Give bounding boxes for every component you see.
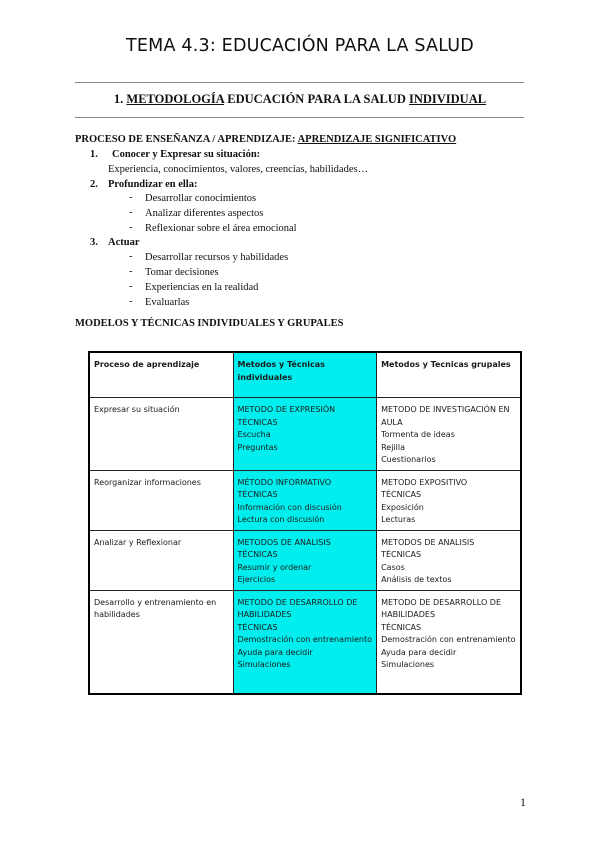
cell-line: Ayuda para decidir bbox=[237, 647, 313, 657]
list-item: Desarrollar recursos y habilidades bbox=[145, 252, 289, 263]
cell-line: Analizar y Reflexionar bbox=[94, 537, 182, 547]
list-item: Tomar decisiones bbox=[145, 267, 219, 278]
table-cell bbox=[89, 470, 233, 530]
divider-bottom bbox=[75, 117, 524, 118]
list-item: Analizar diferentes aspectos bbox=[145, 208, 264, 219]
cell-line: TÉCNICAS bbox=[237, 417, 278, 427]
cell-line: METODO EXPOSITIVO bbox=[381, 477, 468, 487]
cell-line: Cuestionarios bbox=[381, 455, 436, 464]
proceso-heading-underlined: APRENDIZAJE SIGNIFICATIVO bbox=[297, 134, 457, 145]
cell-line: Simulaciones bbox=[237, 660, 291, 669]
cell-line: Resumir y ordenar bbox=[237, 562, 312, 572]
cell-line: Escucha bbox=[237, 430, 271, 439]
bullet-dash: - bbox=[129, 207, 133, 218]
table-cell bbox=[377, 470, 521, 530]
item-1-detail: Experiencia, conocimientos, valores, creencias, habilidades… bbox=[108, 164, 369, 175]
cell-line: Casos bbox=[381, 562, 405, 572]
cell-line: METODO DE INVESTIGACIÓN EN AULA bbox=[381, 405, 510, 427]
modelos-heading: MODELOS Y TÉCNICAS INDIVIDUALES Y GRUPALES bbox=[75, 318, 344, 329]
cell-line: Información con discusión bbox=[237, 502, 342, 512]
column-header: Metodos y Técnicas individuales bbox=[233, 352, 377, 398]
table-cell bbox=[233, 530, 377, 590]
list-item: Reflexionar sobre el área emocional bbox=[145, 223, 297, 234]
list-item: Desarrollar conocimientos bbox=[145, 193, 257, 204]
divider-top bbox=[75, 82, 524, 83]
cell-line: Demostración con entrenamiento bbox=[237, 635, 373, 644]
column-header: Proceso de aprendizaje bbox=[89, 352, 233, 398]
table-row bbox=[89, 530, 521, 590]
cell-line: Ayuda para decidir bbox=[381, 647, 457, 657]
proceso-heading-prefix: PROCESO DE ENSEÑANZA / APRENDIZAJE: bbox=[75, 134, 296, 145]
table-header-row bbox=[89, 352, 521, 398]
cell-line: Desarrollo y entrenamiento en habilidades bbox=[94, 597, 217, 619]
item-3-number: 3. bbox=[90, 237, 98, 248]
table-cell bbox=[233, 398, 377, 471]
table-cell bbox=[89, 530, 233, 590]
table-cell bbox=[377, 590, 521, 694]
bullet-dash: - bbox=[129, 192, 133, 203]
cell-line: Reorganizar informaciones bbox=[94, 477, 201, 487]
cell-line: Exposición bbox=[381, 502, 424, 512]
cell-line: Rejilla bbox=[381, 442, 406, 452]
item-3-label: Actuar bbox=[108, 237, 140, 248]
bullet-dash: - bbox=[129, 222, 133, 233]
page-title: TEMA 4.3: EDUCACIÓN PARA LA SALUD bbox=[126, 36, 474, 56]
bullet-dash: - bbox=[129, 296, 133, 307]
bullet-dash: - bbox=[129, 281, 133, 292]
cell-line: METODOS DE ANALISIS bbox=[237, 537, 331, 547]
proceso-heading bbox=[75, 134, 456, 145]
cell-line: TÉCNICAS bbox=[237, 550, 278, 559]
cell-line: MÉTODO INFORMATIVO bbox=[237, 477, 332, 487]
column-header: Metodos y Tecnicas grupales bbox=[377, 352, 521, 398]
table-cell bbox=[89, 398, 233, 471]
methods-table bbox=[88, 351, 522, 695]
table-cell bbox=[377, 398, 521, 471]
bullet-dash: - bbox=[129, 251, 133, 262]
table-cell bbox=[233, 470, 377, 530]
section-word-metodologia: METODOLOGÍA bbox=[126, 92, 225, 106]
cell-line: Tormenta de ideas bbox=[381, 430, 455, 439]
list-item: Experiencias en la realidad bbox=[145, 282, 259, 293]
cell-line: METODOS DE ANALISIS bbox=[381, 537, 475, 547]
cell-line: Simulaciones bbox=[381, 660, 435, 669]
table-cell bbox=[377, 530, 521, 590]
section-number: 1. bbox=[113, 92, 124, 106]
cell-line: METODO DE DESARROLLO DE HABILIDADES bbox=[237, 597, 358, 619]
item-2-number: 2. bbox=[90, 179, 98, 190]
cell-line: TÉCNICAS bbox=[237, 622, 278, 632]
table-row bbox=[89, 470, 521, 530]
cell-line: Preguntas bbox=[237, 442, 278, 452]
section-heading bbox=[0, 92, 600, 107]
list-item: Evaluarlas bbox=[145, 297, 190, 308]
item-2-label: Profundizar en ella: bbox=[108, 179, 198, 190]
table-cell bbox=[233, 590, 377, 694]
table-row bbox=[89, 590, 521, 694]
cell-line: TÉCNICAS bbox=[381, 622, 422, 632]
cell-line: Lecturas bbox=[381, 515, 416, 524]
bullet-dash: - bbox=[129, 266, 133, 277]
section-middle: EDUCACIÓN PARA LA SALUD bbox=[227, 92, 406, 106]
cell-line: Ejercicios bbox=[237, 575, 276, 584]
cell-line: Análisis de textos bbox=[381, 575, 452, 584]
cell-line: Expresar su situación bbox=[94, 405, 180, 414]
cell-line: METODO DE DESARROLLO DE HABILIDADES bbox=[381, 597, 502, 619]
section-word-individual: INDIVIDUAL bbox=[408, 92, 487, 106]
cell-line: Lectura con discusión bbox=[237, 515, 325, 524]
item-1-number: 1. bbox=[90, 149, 98, 160]
table-row bbox=[89, 398, 521, 471]
cell-line: TÉCNICAS bbox=[237, 490, 278, 499]
cell-line: TÉCNICAS bbox=[381, 490, 422, 499]
cell-line: Demostración con entrenamiento bbox=[381, 635, 516, 644]
table-cell bbox=[89, 590, 233, 694]
page-number: 1 bbox=[520, 795, 526, 809]
item-1-label: Conocer y Expresar su situación: bbox=[112, 149, 261, 160]
cell-line: TÉCNICAS bbox=[381, 550, 422, 559]
cell-line: METODO DE EXPRESIÓN bbox=[237, 405, 336, 414]
